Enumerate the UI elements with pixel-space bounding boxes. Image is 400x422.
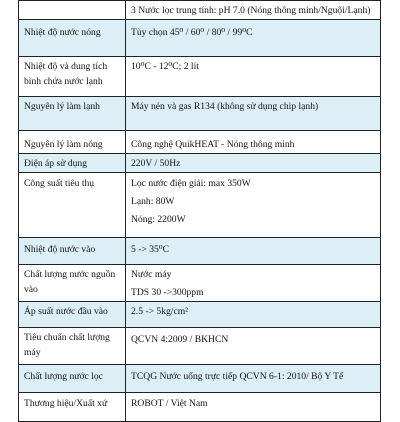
spec-table bbox=[18, 0, 381, 422]
spec-label: Điện áp sử dụng bbox=[19, 154, 126, 173]
table-row bbox=[19, 302, 381, 328]
spec-label: Nguyên lý làm nóng bbox=[19, 131, 126, 154]
spec-value-line: 5 -> 35⁰C bbox=[131, 244, 170, 255]
table-row bbox=[19, 328, 381, 365]
spec-value-line: 3 Nước lọc trung tính: pH 7.0 (Nóng thông minh/Nguội/Lạnh) bbox=[131, 5, 371, 16]
table-row bbox=[19, 238, 381, 265]
spec-value-line: TDS 30 ->300ppm bbox=[131, 287, 204, 298]
spec-value bbox=[126, 97, 381, 131]
spec-value bbox=[126, 57, 381, 97]
spec-value-line: Công nghệ QuikHEAT - Nóng thông minh bbox=[131, 139, 295, 150]
table-row bbox=[19, 173, 381, 238]
table-row bbox=[19, 154, 381, 173]
spec-value bbox=[126, 328, 381, 365]
table-row bbox=[19, 265, 381, 302]
spec-value bbox=[126, 365, 381, 393]
spec-sheet bbox=[18, 0, 381, 422]
spec-label: Tiêu chuẩn chất lượng máy bbox=[19, 328, 126, 365]
spec-value bbox=[126, 393, 381, 422]
spec-label: Áp suất nước đầu vào bbox=[19, 302, 126, 328]
table-row bbox=[19, 131, 381, 154]
spec-label: Nhiệt độ nước nóng bbox=[19, 20, 126, 57]
spec-value-line: TCQG Nước uống trực tiếp QCVN 6-1: 2010/ Bộ Y Tế bbox=[131, 371, 344, 382]
table-row bbox=[19, 20, 381, 57]
table-row bbox=[19, 1, 381, 20]
spec-value bbox=[126, 238, 381, 265]
table-row bbox=[19, 97, 381, 131]
spec-value-line: 2.5 -> 5kg/cm² bbox=[131, 306, 189, 317]
spec-value-line: Lạnh: 80W bbox=[131, 196, 175, 207]
spec-label: Công suất tiêu thụ bbox=[19, 173, 126, 238]
spec-value-line: 10⁰C - 12⁰C; 2 lít bbox=[131, 61, 199, 72]
spec-value bbox=[126, 20, 381, 57]
spec-value bbox=[126, 1, 381, 20]
table-row bbox=[19, 393, 381, 422]
spec-value-line: Lọc nước điện giải: max 350W bbox=[131, 178, 251, 189]
spec-value bbox=[126, 265, 381, 302]
spec-value bbox=[126, 173, 381, 238]
table-row bbox=[19, 365, 381, 393]
spec-value-line: Tùy chọn 45⁰ / 60⁰ / 80⁰ / 99⁰C bbox=[131, 27, 253, 38]
spec-value bbox=[126, 302, 381, 328]
spec-value-line: Nước máy bbox=[131, 269, 172, 280]
spec-value bbox=[126, 131, 381, 154]
spec-label: Chất lượng nước lọc bbox=[19, 365, 126, 393]
spec-value-line: 220V / 50Hz bbox=[131, 158, 181, 169]
spec-label: Nhiệt độ và dung tích bình chứa nước lạnh bbox=[19, 57, 126, 97]
spec-value-line: QCVN 4:2009 / BKHCN bbox=[131, 334, 229, 345]
spec-value-line: Nóng: 2200W bbox=[131, 214, 186, 225]
spec-value bbox=[126, 154, 381, 173]
table-row bbox=[19, 57, 381, 97]
spec-label: Chất lượng nước nguồn vào bbox=[19, 265, 126, 302]
spec-label: Thương hiệu/Xuất xứ bbox=[19, 393, 126, 422]
spec-label: Nguyên lý làm lạnh bbox=[19, 97, 126, 131]
spec-value-line: Máy nén và gas R134 (không sử dụng chip lạnh) bbox=[131, 101, 319, 112]
spec-label bbox=[19, 1, 126, 20]
spec-label: Nhiệt độ nước vào bbox=[19, 238, 126, 265]
spec-value-line: ROBOT / Việt Nam bbox=[131, 398, 208, 409]
